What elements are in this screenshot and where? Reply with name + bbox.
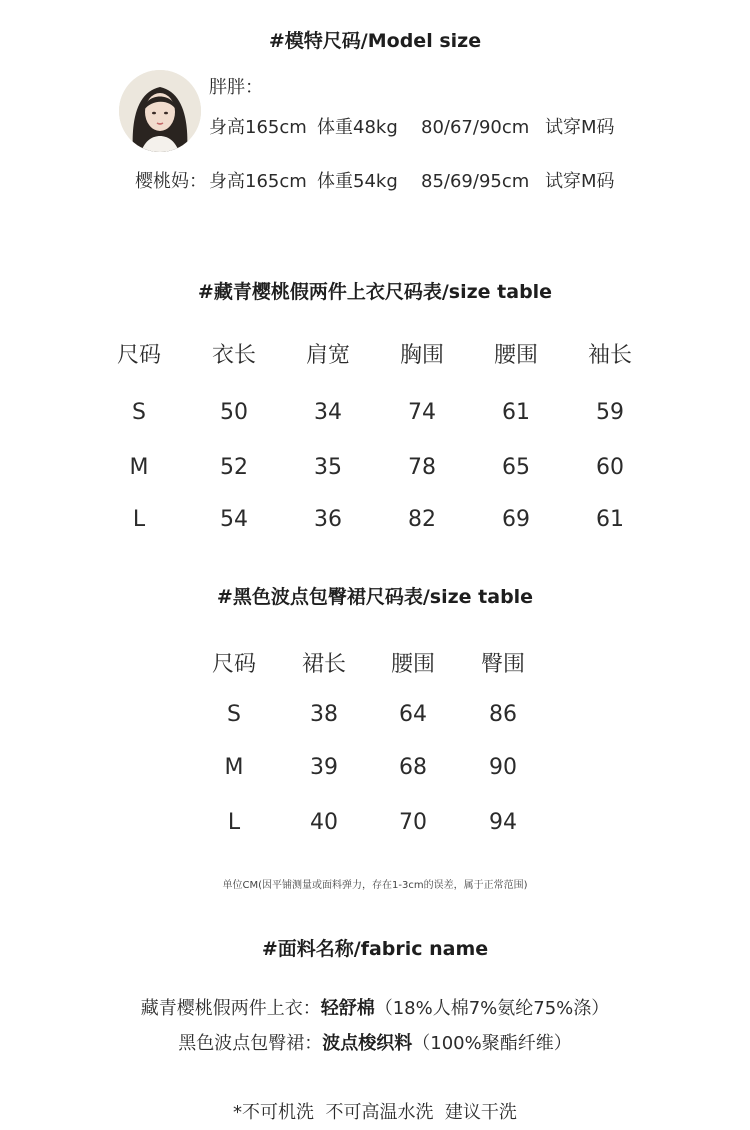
table-cell: 64 [399,702,427,727]
table-cell: S [132,400,146,425]
model1-weight: 体重48kg [317,117,398,138]
top-size-table-heading: #藏青樱桃假两件上衣尺码表/size table [197,281,553,303]
care-instructions: *不可机洗 不可高温水洗 建议干洗 [233,1102,517,1123]
table-cell: 94 [489,810,517,835]
table-header-cell: 胸围 [399,343,444,368]
model-portrait-icon [119,70,201,152]
table-cell: 60 [596,455,624,480]
fabric-heading: #面料名称/fabric name [261,938,489,960]
table-header-cell: 臀围 [480,652,525,677]
model1-name: 胖胖： [209,77,263,98]
table-cell: 69 [502,507,530,532]
table-cell: 86 [489,702,517,727]
table-header-cell: 袖长 [587,343,632,368]
table-cell: L [227,810,241,835]
table-cell: 54 [220,507,248,532]
table-cell: 61 [502,400,530,425]
table-cell: 78 [408,455,436,480]
model1-height: 身高165cm [209,117,307,138]
model1-details [209,113,615,139]
fabric-skirt-composition: （100%聚酯纤维） [412,1033,572,1054]
fabric-line-top [0,994,750,1020]
table-cell: 50 [220,400,248,425]
table-cell: 39 [310,755,338,780]
table-header-cell: 衣长 [211,343,256,368]
fabric-top-composition: （18%人棉7%氨纶75%涤） [374,998,610,1019]
model2-try-size: 试穿M码 [545,171,615,192]
fabric-skirt-item: 黑色波点包臀裙： [178,1033,323,1054]
table-cell: 59 [596,400,624,425]
model2-measurements: 85/69/95cm [421,171,530,192]
fabric-skirt-name: 波点梭织料 [322,1033,413,1054]
table-cell: M [129,455,149,480]
table-cell: 70 [399,810,427,835]
model2-details [135,167,615,193]
model2-height: 身高165cm [209,171,307,192]
model2-name: 樱桃妈： [135,171,207,192]
table-cell: 82 [408,507,436,532]
table-header-cell: 尺码 [211,652,256,677]
fabric-top-item: 藏青樱桃假两件上衣： [140,998,321,1019]
model2-weight: 体重54kg [317,171,398,192]
measurement-note: 单位CM(因平铺测量或面料弹力，存在1-3cm的误差，属于正常范围) [222,880,528,891]
model-size-heading: #模特尺码/Model size [268,30,482,52]
table-cell: 52 [220,455,248,480]
table-header-cell: 肩宽 [305,343,350,368]
fabric-top-name: 轻舒棉 [320,998,375,1019]
table-cell: 61 [596,507,624,532]
table-cell: S [227,702,241,727]
table-header-cell: 尺码 [116,343,161,368]
table-cell: 34 [314,400,342,425]
model1-try-size: 试穿M码 [545,117,615,138]
table-cell: L [132,507,146,532]
table-cell: 40 [310,810,338,835]
model1-measurements: 80/67/90cm [421,117,530,138]
table-cell: 35 [314,455,342,480]
table-cell: 36 [314,507,342,532]
table-cell: 38 [310,702,338,727]
fabric-line-skirt [0,1029,750,1055]
table-header-cell: 腰围 [493,343,538,368]
table-header-cell: 腰围 [390,652,435,677]
model-avatar [119,70,201,152]
table-header-cell: 裙长 [301,652,346,677]
table-cell: 74 [408,400,436,425]
table-cell: M [224,755,244,780]
table-cell: 65 [502,455,530,480]
table-cell: 68 [399,755,427,780]
skirt-size-table-heading: #黑色波点包臀裙尺码表/size table [216,586,534,608]
table-cell: 90 [489,755,517,780]
